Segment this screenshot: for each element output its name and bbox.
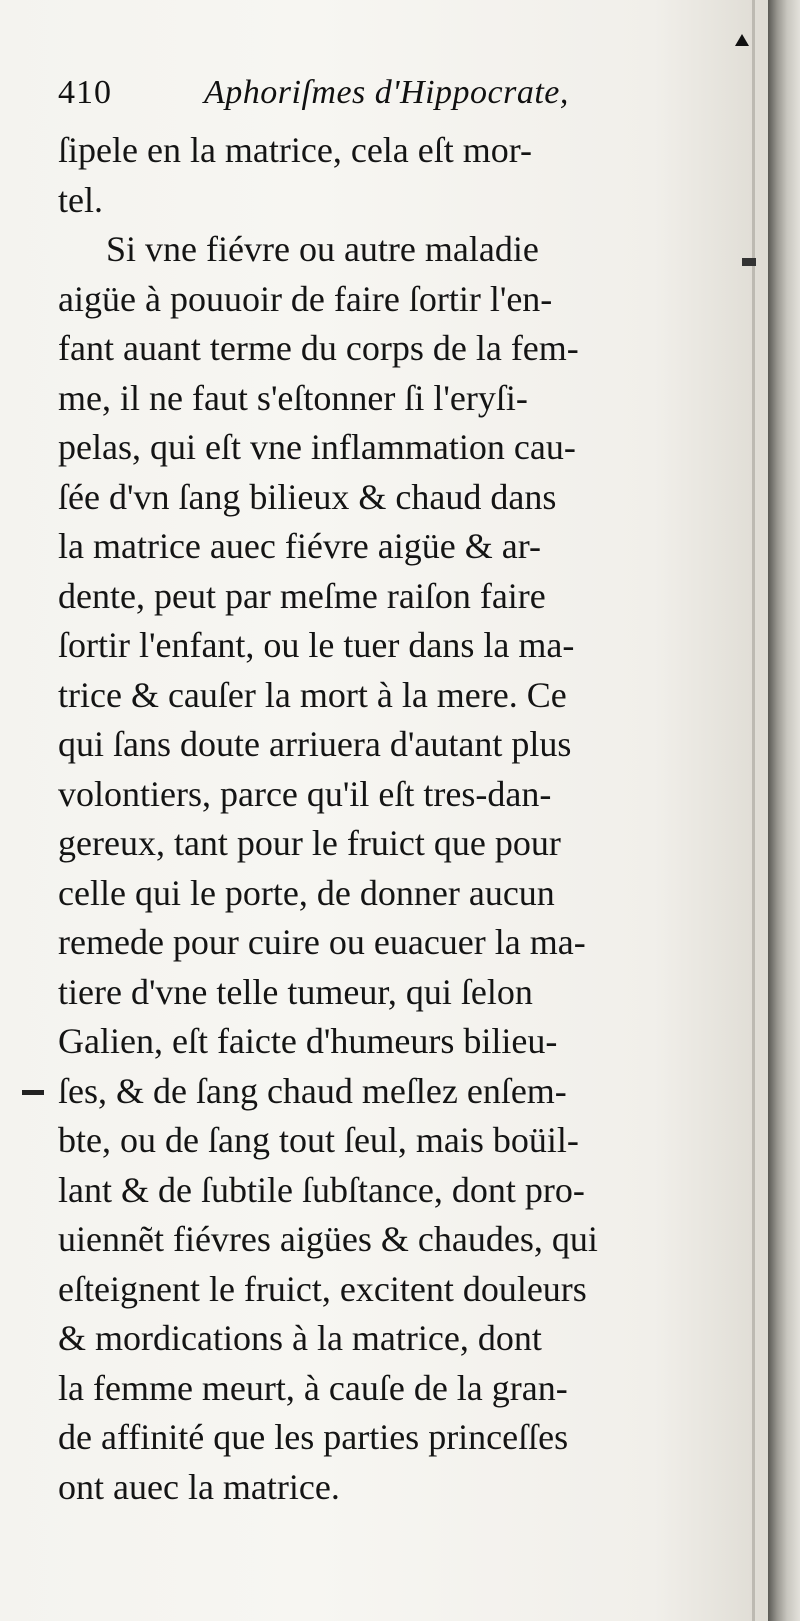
text-line: ont auec la matrice. [58, 1466, 340, 1507]
text-line: la matrice auec fiévre aigüe & ar- [58, 526, 541, 566]
running-title: Aphoriſmes d'Hippocrate, [204, 74, 569, 111]
text-line: pelas, qui eſt vne inflammation cau- [58, 427, 576, 467]
text-line: bte, ou de ſang tout ſeul, mais boüil- [58, 1120, 579, 1160]
text-line: dente, peut par meſme raiſon faire [58, 575, 546, 616]
text-line: ſée d'vn ſang bilieux & chaud dans [58, 476, 557, 517]
page-edge [768, 0, 800, 1621]
text-line: gereux, tant pour le fruict que pour [58, 823, 561, 863]
text-line: ſes, & de ſang chaud meſlez enſem- [58, 1070, 567, 1111]
corner-mark [735, 34, 749, 46]
side-tick-mark [742, 258, 756, 266]
text-line: me, il ne faut s'eſtonner ſi l'eryſi- [58, 377, 528, 418]
text-line: & mordications à la matrice, dont [58, 1318, 542, 1358]
paragraph-first-line: Si vne fiévre ou autre maladie [106, 229, 539, 269]
text-line: lant & de ſubtile ſubſtance, dont pro- [58, 1169, 585, 1210]
text-line: de affinité que les parties princeſſes [58, 1417, 569, 1457]
text-line: volontiers, parce qu'il eſt tres-dan- [58, 773, 552, 814]
margin-mark [22, 1090, 44, 1095]
text-line: uiennẽt fiévres aigües & chaudes, qui [58, 1219, 598, 1259]
text-line: celle qui le porte, de donner aucun [58, 872, 555, 913]
text-line: trice & cauſer la mort à la mere. Ce [58, 674, 567, 715]
text-line: ſortir l'enfant, ou le tuer dans la ma- [58, 625, 575, 665]
body-text [58, 126, 730, 1512]
text-line: eſteignent le fruict, excitent douleurs [58, 1268, 587, 1309]
text-line: remede pour cuire ou euacuer la ma- [58, 922, 586, 962]
page-fold-line [752, 0, 755, 1621]
text-line: tel. [58, 179, 103, 220]
text-line: fant auant terme du corps de la fem- [58, 328, 579, 368]
text-line: qui ſans doute arriuera d'autant plus [58, 724, 572, 764]
text-line: ſipele en la matrice, cela eſt mor- [58, 130, 533, 170]
page-number: 410 [58, 74, 112, 111]
text-line: aigüe à pouuoir de faire ſortir l'en- [58, 278, 553, 319]
text-line: Galien, eſt faicte d'humeurs bilieu- [58, 1021, 558, 1061]
text-line: la femme meurt, à cauſe de la gran- [58, 1367, 568, 1408]
text-line: tiere d'vne telle tumeur, qui ſelon [58, 971, 533, 1012]
page-header [58, 74, 698, 120]
